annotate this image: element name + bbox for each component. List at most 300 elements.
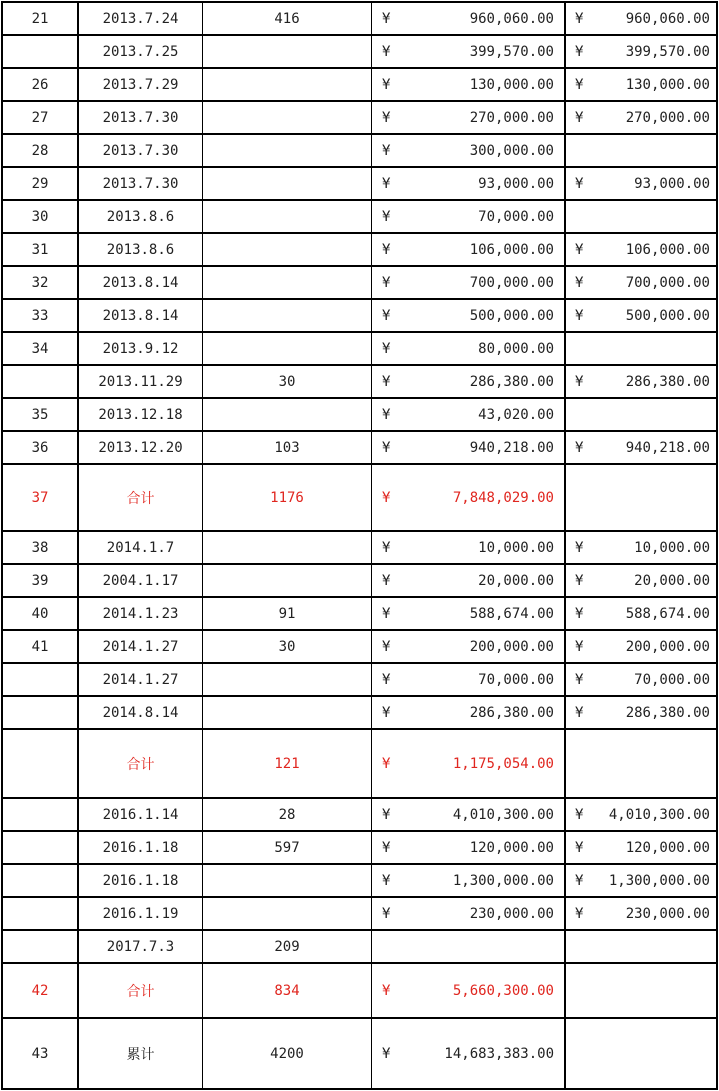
yen-sign: ¥ <box>382 208 391 225</box>
date-cell <box>79 865 203 896</box>
date-cell <box>79 333 203 364</box>
quantity-cell <box>203 631 372 662</box>
quantity-value: 4200 <box>270 1045 304 1062</box>
row-number-cell <box>3 565 79 596</box>
quantity-cell <box>203 36 372 67</box>
amount-cell <box>372 432 566 463</box>
amount-cell <box>372 366 566 397</box>
paid-value: 286,380.00 <box>625 704 710 721</box>
quantity-cell <box>203 333 372 364</box>
row-number: 31 <box>31 241 49 258</box>
yen-sign: ¥ <box>382 406 391 423</box>
yen-sign: ¥ <box>382 340 391 357</box>
row-number-cell <box>3 300 79 331</box>
paid-cell <box>566 36 716 67</box>
date-value: 2013.9.12 <box>102 340 179 357</box>
yen-sign: ¥ <box>575 10 584 27</box>
table-row <box>1 532 718 565</box>
date-value: 2013.7.30 <box>102 142 179 159</box>
yen-sign: ¥ <box>575 241 584 258</box>
paid-value: 106,000.00 <box>625 241 710 258</box>
row-number-cell <box>3 201 79 232</box>
subtotal-row <box>1 964 718 1019</box>
yen-sign: ¥ <box>575 638 584 655</box>
date-cell <box>79 69 203 100</box>
amount-cell <box>372 300 566 331</box>
table-row <box>1 664 718 697</box>
quantity-cell <box>203 366 372 397</box>
table-row <box>1 333 718 366</box>
yen-sign: ¥ <box>575 704 584 721</box>
row-number-cell <box>3 3 79 34</box>
date-cell <box>79 102 203 133</box>
date-cell <box>79 832 203 863</box>
yen-sign: ¥ <box>382 1045 391 1062</box>
amount-cell <box>372 865 566 896</box>
summary-label: 合计 <box>126 983 155 1000</box>
amount-cell <box>372 36 566 67</box>
amount-value: 70,000.00 <box>478 208 554 225</box>
paid-value: 700,000.00 <box>625 274 710 291</box>
row-number-cell <box>3 697 79 728</box>
quantity-cell <box>203 664 372 695</box>
date-cell <box>79 1019 203 1088</box>
subtotal-row <box>1 730 718 799</box>
row-number: 26 <box>31 76 49 93</box>
quantity-cell <box>203 168 372 199</box>
amount-value: 20,000.00 <box>478 572 554 589</box>
paid-cell <box>566 432 716 463</box>
paid-cell <box>566 532 716 563</box>
yen-sign: ¥ <box>382 872 391 889</box>
yen-sign: ¥ <box>382 43 391 60</box>
amount-cell <box>372 267 566 298</box>
amount-cell <box>372 730 566 797</box>
quantity-value: 416 <box>274 10 300 27</box>
quantity-cell <box>203 799 372 830</box>
table-row <box>1 168 718 201</box>
paid-cell <box>566 3 716 34</box>
amount-value: 200,000.00 <box>469 638 554 655</box>
date-value: 2013.8.6 <box>106 241 175 258</box>
quantity-cell <box>203 234 372 265</box>
row-number-cell <box>3 664 79 695</box>
amount-value: 4,010,300.00 <box>452 806 554 823</box>
date-cell <box>79 697 203 728</box>
paid-value: 270,000.00 <box>625 109 710 126</box>
paid-value: 230,000.00 <box>625 905 710 922</box>
amount-value: 300,000.00 <box>469 142 554 159</box>
quantity-cell <box>203 267 372 298</box>
date-value: 2014.1.27 <box>102 638 179 655</box>
quantity-cell <box>203 832 372 863</box>
amount-cell <box>372 465 566 530</box>
table-row <box>1 300 718 333</box>
paid-value: 20,000.00 <box>634 572 710 589</box>
yen-sign: ¥ <box>382 982 391 999</box>
quantity-cell <box>203 1019 372 1088</box>
row-number-cell <box>3 366 79 397</box>
summary-label: 合计 <box>126 756 155 773</box>
yen-sign: ¥ <box>382 10 391 27</box>
table-row <box>1 102 718 135</box>
row-number: 32 <box>31 274 49 291</box>
table-row <box>1 267 718 300</box>
date-cell <box>79 730 203 797</box>
row-number-cell <box>3 333 79 364</box>
paid-value: 130,000.00 <box>625 76 710 93</box>
paid-value: 960,060.00 <box>625 10 710 27</box>
table-row <box>1 234 718 267</box>
paid-value: 70,000.00 <box>634 671 710 688</box>
row-number: 36 <box>31 439 49 456</box>
date-value: 2013.7.29 <box>102 76 179 93</box>
paid-value: 10,000.00 <box>634 539 710 556</box>
paid-cell <box>566 631 716 662</box>
amount-cell <box>372 234 566 265</box>
date-value: 2013.7.24 <box>102 10 179 27</box>
paid-cell <box>566 664 716 695</box>
paid-cell <box>566 366 716 397</box>
row-number-cell <box>3 865 79 896</box>
amount-cell <box>372 3 566 34</box>
quantity-cell <box>203 102 372 133</box>
yen-sign: ¥ <box>575 439 584 456</box>
yen-sign: ¥ <box>382 175 391 192</box>
yen-sign: ¥ <box>575 43 584 60</box>
yen-sign: ¥ <box>575 307 584 324</box>
row-number-cell <box>3 465 79 530</box>
quantity-cell <box>203 565 372 596</box>
yen-sign: ¥ <box>382 806 391 823</box>
date-value: 2016.1.19 <box>102 905 179 922</box>
amount-value: 5,660,300.00 <box>452 982 554 999</box>
table-row <box>1 399 718 432</box>
date-cell <box>79 565 203 596</box>
row-number: 27 <box>31 109 49 126</box>
date-value: 2016.1.18 <box>102 872 179 889</box>
amount-cell <box>372 102 566 133</box>
amount-value: 588,674.00 <box>469 605 554 622</box>
amount-cell <box>372 898 566 929</box>
table-row <box>1 832 718 865</box>
amount-cell <box>372 832 566 863</box>
row-number-cell <box>3 168 79 199</box>
amount-cell <box>372 631 566 662</box>
amount-value: 14,683,383.00 <box>444 1045 554 1062</box>
table-row <box>1 931 718 964</box>
row-number-cell <box>3 532 79 563</box>
row-number-cell <box>3 267 79 298</box>
row-number: 30 <box>31 208 49 225</box>
paid-cell <box>566 964 716 1017</box>
quantity-cell <box>203 898 372 929</box>
yen-sign: ¥ <box>575 671 584 688</box>
amount-cell <box>372 168 566 199</box>
row-number-cell <box>3 598 79 629</box>
row-number: 37 <box>31 489 49 506</box>
yen-sign: ¥ <box>382 755 391 772</box>
paid-cell <box>566 333 716 364</box>
paid-cell <box>566 267 716 298</box>
quantity-value: 103 <box>274 439 300 456</box>
paid-value: 200,000.00 <box>625 638 710 655</box>
amount-value: 43,020.00 <box>478 406 554 423</box>
date-cell <box>79 532 203 563</box>
row-number-cell <box>3 730 79 797</box>
amount-cell <box>372 201 566 232</box>
table-row <box>1 36 718 69</box>
date-value: 2013.7.25 <box>102 43 179 60</box>
quantity-value: 28 <box>278 806 296 823</box>
paid-cell <box>566 234 716 265</box>
date-value: 2004.1.17 <box>102 572 179 589</box>
amount-cell <box>372 664 566 695</box>
summary-label: 累计 <box>126 1046 155 1063</box>
amount-cell <box>372 399 566 430</box>
yen-sign: ¥ <box>382 241 391 258</box>
row-number: 28 <box>31 142 49 159</box>
row-number: 40 <box>31 605 49 622</box>
yen-sign: ¥ <box>575 605 584 622</box>
subtotal-row <box>1 465 718 532</box>
paid-value: 4,010,300.00 <box>608 806 710 823</box>
date-cell <box>79 465 203 530</box>
quantity-cell <box>203 69 372 100</box>
paid-cell <box>566 898 716 929</box>
quantity-cell <box>203 300 372 331</box>
quantity-value: 30 <box>278 373 296 390</box>
quantity-cell <box>203 598 372 629</box>
quantity-value: 30 <box>278 638 296 655</box>
row-number-cell <box>3 931 79 962</box>
row-number-cell <box>3 36 79 67</box>
table-row <box>1 366 718 399</box>
quantity-cell <box>203 399 372 430</box>
amount-value: 106,000.00 <box>469 241 554 258</box>
yen-sign: ¥ <box>382 605 391 622</box>
quantity-value: 597 <box>274 839 300 856</box>
date-value: 2014.1.23 <box>102 605 179 622</box>
amount-value: 230,000.00 <box>469 905 554 922</box>
table-row <box>1 565 718 598</box>
yen-sign: ¥ <box>382 109 391 126</box>
row-number: 34 <box>31 340 49 357</box>
date-value: 2013.7.30 <box>102 109 179 126</box>
quantity-cell <box>203 931 372 962</box>
yen-sign: ¥ <box>575 539 584 556</box>
amount-value: 1,300,000.00 <box>452 872 554 889</box>
paid-value: 93,000.00 <box>634 175 710 192</box>
quantity-cell <box>203 964 372 1017</box>
date-cell <box>79 36 203 67</box>
quantity-value: 1176 <box>270 489 304 506</box>
amount-value: 70,000.00 <box>478 671 554 688</box>
table-row <box>1 799 718 832</box>
table-row <box>1 697 718 730</box>
amount-cell <box>372 333 566 364</box>
row-number: 38 <box>31 539 49 556</box>
quantity-value: 91 <box>278 605 296 622</box>
date-cell <box>79 267 203 298</box>
row-number-cell <box>3 631 79 662</box>
amount-value: 286,380.00 <box>469 373 554 390</box>
date-cell <box>79 168 203 199</box>
yen-sign: ¥ <box>382 539 391 556</box>
amount-cell <box>372 69 566 100</box>
quantity-cell <box>203 201 372 232</box>
amount-value: 120,000.00 <box>469 839 554 856</box>
date-cell <box>79 799 203 830</box>
amount-cell <box>372 135 566 166</box>
date-value: 2013.12.18 <box>98 406 183 423</box>
date-cell <box>79 664 203 695</box>
date-cell <box>79 3 203 34</box>
quantity-cell <box>203 465 372 530</box>
date-value: 2013.12.20 <box>98 439 183 456</box>
paid-value: 120,000.00 <box>625 839 710 856</box>
yen-sign: ¥ <box>382 839 391 856</box>
date-cell <box>79 201 203 232</box>
row-number: 29 <box>31 175 49 192</box>
yen-sign: ¥ <box>575 109 584 126</box>
date-value: 2013.11.29 <box>98 373 183 390</box>
yen-sign: ¥ <box>382 704 391 721</box>
quantity-cell <box>203 532 372 563</box>
paid-value: 286,380.00 <box>625 373 710 390</box>
paid-cell <box>566 168 716 199</box>
date-value: 2014.1.27 <box>102 671 179 688</box>
date-cell <box>79 432 203 463</box>
date-cell <box>79 598 203 629</box>
table-row <box>1 432 718 465</box>
amount-value: 960,060.00 <box>469 10 554 27</box>
quantity-cell <box>203 865 372 896</box>
yen-sign: ¥ <box>575 872 584 889</box>
yen-sign: ¥ <box>575 373 584 390</box>
quantity-value: 121 <box>274 755 300 772</box>
row-number: 39 <box>31 572 49 589</box>
row-number-cell <box>3 102 79 133</box>
date-value: 2014.8.14 <box>102 704 179 721</box>
amount-value: 399,570.00 <box>469 43 554 60</box>
paid-cell <box>566 69 716 100</box>
paid-cell <box>566 465 716 530</box>
total-row <box>1 1019 718 1090</box>
yen-sign: ¥ <box>382 307 391 324</box>
date-cell <box>79 135 203 166</box>
date-value: 2013.8.14 <box>102 274 179 291</box>
amount-value: 500,000.00 <box>469 307 554 324</box>
paid-cell <box>566 832 716 863</box>
row-number: 43 <box>31 1045 49 1062</box>
date-value: 2016.1.14 <box>102 806 179 823</box>
amount-value: 1,175,054.00 <box>452 755 554 772</box>
quantity-cell <box>203 135 372 166</box>
quantity-value: 209 <box>274 938 300 955</box>
quantity-value: 834 <box>274 982 300 999</box>
amount-value: 10,000.00 <box>478 539 554 556</box>
date-cell <box>79 898 203 929</box>
yen-sign: ¥ <box>382 373 391 390</box>
paid-cell <box>566 931 716 962</box>
paid-cell <box>566 201 716 232</box>
amount-cell <box>372 964 566 1017</box>
yen-sign: ¥ <box>382 638 391 655</box>
row-number: 21 <box>31 10 49 27</box>
date-cell <box>79 931 203 962</box>
amount-cell <box>372 598 566 629</box>
amount-cell <box>372 532 566 563</box>
date-value: 2016.1.18 <box>102 839 179 856</box>
row-number-cell <box>3 399 79 430</box>
paid-value: 940,218.00 <box>625 439 710 456</box>
row-number-cell <box>3 964 79 1017</box>
yen-sign: ¥ <box>382 671 391 688</box>
row-number-cell <box>3 898 79 929</box>
quantity-cell <box>203 730 372 797</box>
date-value: 2013.8.14 <box>102 307 179 324</box>
paid-cell <box>566 565 716 596</box>
table-row <box>1 598 718 631</box>
amount-cell <box>372 1019 566 1088</box>
table-row <box>1 201 718 234</box>
table-row <box>1 135 718 168</box>
date-value: 2013.8.6 <box>106 208 175 225</box>
table-row <box>1 898 718 931</box>
paid-value: 1,300,000.00 <box>608 872 710 889</box>
yen-sign: ¥ <box>382 76 391 93</box>
paid-cell <box>566 300 716 331</box>
amount-cell <box>372 931 566 962</box>
table-row <box>1 631 718 664</box>
row-number-cell <box>3 69 79 100</box>
amount-cell <box>372 565 566 596</box>
summary-label: 合计 <box>126 490 155 507</box>
paid-cell <box>566 697 716 728</box>
yen-sign: ¥ <box>575 905 584 922</box>
paid-cell <box>566 865 716 896</box>
yen-sign: ¥ <box>575 175 584 192</box>
yen-sign: ¥ <box>575 839 584 856</box>
yen-sign: ¥ <box>575 806 584 823</box>
date-cell <box>79 631 203 662</box>
yen-sign: ¥ <box>575 274 584 291</box>
date-cell <box>79 234 203 265</box>
yen-sign: ¥ <box>382 439 391 456</box>
table-row <box>1 865 718 898</box>
quantity-cell <box>203 697 372 728</box>
date-cell <box>79 399 203 430</box>
row-number-cell <box>3 1019 79 1088</box>
date-cell <box>79 300 203 331</box>
amount-cell <box>372 799 566 830</box>
date-value: 2014.1.7 <box>106 539 175 556</box>
amount-value: 93,000.00 <box>478 175 554 192</box>
yen-sign: ¥ <box>382 274 391 291</box>
yen-sign: ¥ <box>382 905 391 922</box>
paid-cell <box>566 399 716 430</box>
amount-value: 286,380.00 <box>469 704 554 721</box>
paid-cell <box>566 135 716 166</box>
amount-value: 80,000.00 <box>478 340 554 357</box>
amount-value: 700,000.00 <box>469 274 554 291</box>
table-row <box>1 69 718 102</box>
row-number-cell <box>3 135 79 166</box>
row-number: 35 <box>31 406 49 423</box>
date-value: 2017.7.3 <box>106 938 175 955</box>
paid-value: 500,000.00 <box>625 307 710 324</box>
